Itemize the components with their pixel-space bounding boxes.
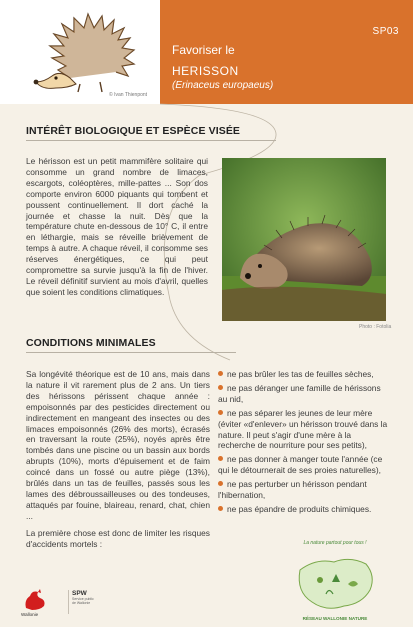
bullet-icon — [218, 481, 223, 486]
bullet-icon — [218, 456, 223, 461]
latin-name: (Erinaceus europaeus) — [172, 80, 274, 91]
section-rule — [26, 352, 236, 353]
spw-label: SPW — [72, 590, 87, 597]
hedgehog-photo — [222, 158, 386, 321]
conditions-paragraph: Sa longévité théorique est de 10 ans, mais dans la nature il vit rarement plus de 2 ans. Un tiers des hérissons périssent chaque année : empoisonnés par des pesticides directement ou indirectement en mangeant des insectes ou des limaces empoisonnés (26% des morts), écrasés en traversant la route (25%), noyés après être tombés dans une piscine ou un bassin aux bords abrupts (10%), morts d'épuisement et de faim coincé dans un fossé ou autre piège (13%), brûlés dans un tas de feuilles, passés sous les lames des débroussailleuses ou des tondeuses, attaqués par fouine, blaireau, renard, chat, chien ... — [26, 369, 210, 521]
bullet-icon — [218, 506, 223, 511]
spw-logo — [68, 590, 98, 614]
wallonie-label: Wallonie — [21, 612, 39, 617]
network-label: RÉSEAU WALLONIE NATURE — [302, 616, 368, 621]
sheet-code: SP03 — [372, 26, 399, 37]
conditions-bullet-list — [218, 369, 390, 518]
photo-credit: Photo : Fotolia — [359, 324, 392, 330]
bullet-icon — [218, 371, 223, 376]
illustration-credit: © Ivan Thienpont — [109, 92, 148, 98]
section-heading-conditions: CONDITIONS MINIMALES — [26, 337, 156, 349]
wallonie-rooster-logo — [20, 588, 60, 612]
nature-tagline: La nature partout pour tous ! — [303, 540, 367, 546]
conditions-left-column — [26, 369, 210, 556]
list-item: ne pas perturber un hérisson pendant l'hibernation, — [218, 479, 367, 501]
nature-network-logo — [286, 536, 384, 624]
spw-subtitle: Service public de Wallonie — [72, 597, 94, 605]
list-item: ne pas épandre de produits chimiques. — [218, 504, 390, 515]
title-line-1: Favoriser le — [172, 43, 235, 57]
biology-text: Le hérisson est un petit mammifère solitaire qui consomme un grand nombre de limaces, escargots, coléoptères, mille-pattes ... Son dos comporte environ 6000 piquants qui tombent et poussent continuellement. Il dort caché la journée et chasse la nuit. Dès que la température chute en-dessous de 10° C, il entre en léthargie, mais se réveille brièvement de temps à autre. A chaque réveil, il consomme ses réserves énergétiques, ce qui peut compromettre sa survie jusqu'à la fin de l'hiver. Le réveil définitif survient au mois d'avril, quelles que soient les conditions climatiques. — [26, 156, 208, 297]
conditions-paragraph: La première chose est donc de limiter les risques d'accidents mortels : — [26, 527, 210, 549]
wallonia-map-icon — [286, 536, 384, 624]
title-line-2: HERISSON — [172, 64, 239, 78]
section-heading-biology: INTÉRÊT BIOLOGIQUE ET ESPÈCE VISÉE — [26, 125, 241, 137]
section-rule — [26, 140, 276, 141]
list-item: ne pas donner à manger toute l'année (ce qui le détournerait de ses proies naturelles), — [218, 454, 383, 476]
bullet-icon — [218, 410, 223, 415]
bullet-icon — [218, 385, 223, 390]
list-item: ne pas brûler les tas de feuilles sèches, — [218, 369, 390, 380]
list-item: ne pas séparer les jeunes de leur mère (éviter «d'enlever» un hérisson trouvé dans la nature. Il peut s'agir d'une mère à la recherche de nourriture pour ses petits), — [218, 407, 388, 451]
list-item: ne pas déranger une famille de hérissons au nid, — [218, 382, 381, 404]
